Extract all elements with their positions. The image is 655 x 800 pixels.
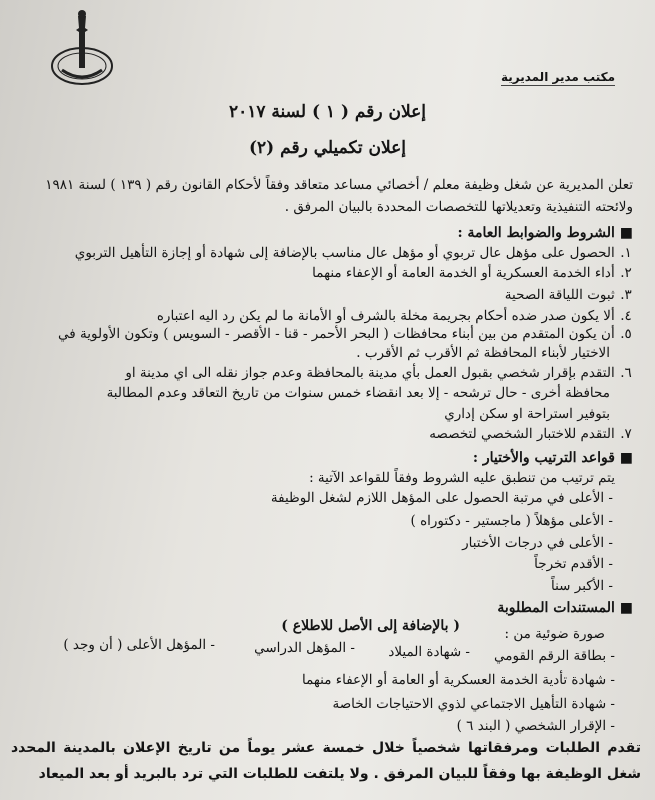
- bullet-icon: ■: [619, 225, 633, 241]
- document-item: - بطاقة الرقم القومي: [494, 648, 615, 664]
- document-item: - شهادة الميلاد: [388, 644, 470, 660]
- condition-item: ١. الحصول على مؤهل عال تربوي أو مؤهل عال مناسب بالإضافة إلى شهادة أو إجازة التأهيل التربوي: [74, 245, 632, 261]
- ranking-item: - الأكبر سناً: [550, 578, 613, 594]
- document-item: - المؤهل الأعلى ( أن وجد ): [63, 637, 215, 653]
- condition-item: ٧. التقدم للاختبار الشخصي لتخصصه: [429, 426, 632, 442]
- condition-item-continued: الاختيار لأبناء المحافظة ثم الأقرب ثم الأقرب .: [356, 345, 610, 361]
- bullet-icon: ■: [619, 600, 633, 616]
- announcement-title: إعلان رقم ( ١ ) لسنة ٢٠١٧: [228, 102, 426, 122]
- condition-item: ٦. التقدم بإقرار شخصي بقبول العمل بأي مدينة بالمحافظة وعدم جواز نقله الى اي مدينة او: [125, 365, 632, 381]
- document-item: - شهادة تأدية الخدمة العسكرية أو العامة أو الإعفاء منهما: [302, 672, 615, 688]
- document-item: - الإقرار الشخصي ( البند ٦ ): [456, 718, 615, 734]
- ranking-item: - الأعلى في درجات الأختبار: [462, 535, 613, 551]
- documents-heading: المستندات المطلوبة: [497, 600, 615, 616]
- submission-note: تقدم الطلبات ومرفقاتها شخصياً خلال خمسة عشر يوماً من تاريخ الإعلان بالمدينة المحدد شغل الوظيفة بها وفقاً للبيان المرفق . ولا يلتفت للطلبات التي ترد بالبريد أو بعد الميعاد: [11, 740, 641, 782]
- ranking-item: - الأقدم تخرجاً: [534, 556, 613, 572]
- condition-item: ٤. ألا يكون صدر ضده أحكام بجريمة مخلة بالشرف أو الأمانة ما لم يكن رد اليه اعتباره: [156, 308, 632, 324]
- conditions-heading: الشروط والضوابط العامة :: [457, 225, 615, 241]
- documents-note: ( بالإضافة إلى الأصل للاطلاع ): [281, 618, 460, 634]
- condition-item-continued: بتوفير استراحة او سكن إداري: [444, 406, 610, 422]
- bullet-icon: ■: [619, 450, 633, 466]
- document-item: - شهادة التأهيل الاجتماعي لذوي الاحتياجات الخاصة: [332, 696, 615, 712]
- copy-label: صورة ضوئية من :: [504, 626, 605, 642]
- document-item: - المؤهل الدراسي: [254, 640, 355, 656]
- ranking-heading: قواعد الترتيب والأختيار :: [472, 450, 615, 466]
- intro-paragraph: تعلن المديرية عن شغل وظيفة معلم / أخصائي مساعد متعاقد وفقاً لأحكام القانون رقم ( ١٣٩ ) لسنة ١٩٨١ ولائحته التنفيذية وتعديلاتها للتخصصات المحددة بالبيان المرفق .: [45, 177, 633, 215]
- ranking-item: - الأعلى مؤهلاً ( ماجستير - دكتوراه ): [410, 513, 613, 529]
- announcement-subtitle: إعلان تكميلي رقم (٢): [248, 138, 406, 158]
- ranking-intro: يتم ترتيب من تنطبق عليه الشروط وفقاً للقواعد الآتية :: [309, 470, 615, 486]
- ranking-item: - الأعلى في مرتبة الحصول على المؤهل اللازم لشغل الوظيفة: [270, 490, 613, 506]
- condition-item: ٥. أن يكون المتقدم من بين أبناء محافظات ( البحر الأحمر - قنا - الأقصر - السويس ) وتكون الأولوية في: [58, 326, 632, 342]
- condition-item-continued: محافظة أخرى - حال ترشحه - إلا بعد انقضاء خمس سنوات من تاريخ التعاقد وعدم المطالبة: [106, 385, 610, 401]
- condition-item: ٣. ثبوت اللياقة الصحية: [504, 287, 632, 303]
- condition-item: ٢. أداء الخدمة العسكرية أو الخدمة العامة أو الإعفاء منهما: [312, 265, 632, 281]
- office-name: مكتب مدير المديرية: [500, 70, 615, 84]
- emblem-logo: [48, 8, 116, 90]
